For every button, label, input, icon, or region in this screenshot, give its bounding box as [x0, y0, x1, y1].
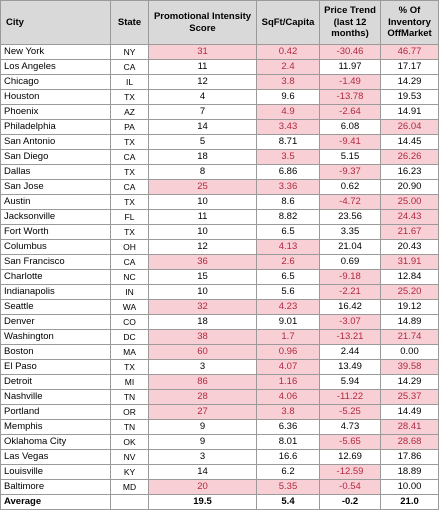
cell-state[interactable]: OR [111, 405, 149, 420]
cell-sqft[interactable]: 6.86 [257, 165, 320, 180]
cell-off[interactable]: 26.04 [381, 120, 439, 135]
cell-city[interactable]: Charlotte [1, 270, 111, 285]
cell-sqft[interactable]: 4.9 [257, 105, 320, 120]
table-row [1, 255, 439, 270]
table-row [1, 300, 439, 315]
cell-promo[interactable]: 12 [149, 240, 257, 255]
cell-state[interactable]: NV [111, 450, 149, 465]
cell-price[interactable]: 12.69 [320, 450, 381, 465]
cell-promo[interactable]: 7 [149, 105, 257, 120]
cell-off[interactable]: 20.90 [381, 180, 439, 195]
cell-sqft[interactable]: 8.01 [257, 435, 320, 450]
table-row [1, 450, 439, 465]
cell-off[interactable]: 26.26 [381, 150, 439, 165]
cell-city[interactable]: Phoenix [1, 105, 111, 120]
cell-price[interactable]: 5.15 [320, 150, 381, 165]
average-price[interactable]: -0.2 [320, 495, 381, 510]
cell-city[interactable]: Las Vegas [1, 450, 111, 465]
table-row [1, 360, 439, 375]
cell-sqft[interactable]: 4.07 [257, 360, 320, 375]
cell-price[interactable]: -5.65 [320, 435, 381, 450]
cell-city[interactable]: Columbus [1, 240, 111, 255]
cell-price[interactable]: 11.97 [320, 60, 381, 75]
table-row [1, 135, 439, 150]
cell-state[interactable]: FL [111, 210, 149, 225]
cell-state[interactable]: NC [111, 270, 149, 285]
cell-off[interactable]: 14.49 [381, 405, 439, 420]
cell-price[interactable]: -9.18 [320, 270, 381, 285]
cell-off[interactable]: 28.41 [381, 420, 439, 435]
cell-city[interactable]: Denver [1, 315, 111, 330]
table-row [1, 405, 439, 420]
cell-promo[interactable]: 20 [149, 480, 257, 495]
cell-state[interactable]: NY [111, 45, 149, 60]
cell-off[interactable]: 31.91 [381, 255, 439, 270]
header-row [1, 1, 439, 45]
cell-promo[interactable]: 4 [149, 90, 257, 105]
cell-state[interactable]: DC [111, 330, 149, 345]
cell-state[interactable]: IL [111, 75, 149, 90]
cell-off[interactable]: 46.77 [381, 45, 439, 60]
cell-promo[interactable]: 36 [149, 255, 257, 270]
cell-promo[interactable]: 60 [149, 345, 257, 360]
cell-city[interactable]: Jacksonville [1, 210, 111, 225]
cell-city[interactable]: San Antonio [1, 135, 111, 150]
average-state-cell[interactable] [111, 495, 149, 510]
cell-city[interactable]: Austin [1, 195, 111, 210]
cell-price[interactable]: -4.72 [320, 195, 381, 210]
cell-price[interactable]: -13.78 [320, 90, 381, 105]
cell-promo[interactable]: 3 [149, 360, 257, 375]
table-row [1, 75, 439, 90]
cell-off[interactable]: 25.00 [381, 195, 439, 210]
table-row [1, 435, 439, 450]
cell-promo[interactable]: 14 [149, 120, 257, 135]
table-row [1, 270, 439, 285]
cell-city[interactable]: El Paso [1, 360, 111, 375]
cell-sqft[interactable]: 4.06 [257, 390, 320, 405]
cell-sqft[interactable]: 1.7 [257, 330, 320, 345]
cell-promo[interactable]: 18 [149, 150, 257, 165]
cell-state[interactable]: TX [111, 225, 149, 240]
cell-city[interactable]: Boston [1, 345, 111, 360]
cell-state[interactable]: TX [111, 135, 149, 150]
cell-state[interactable]: MD [111, 480, 149, 495]
cell-sqft[interactable]: 2.4 [257, 60, 320, 75]
cell-city[interactable]: Philadelphia [1, 120, 111, 135]
table-row [1, 165, 439, 180]
cell-promo[interactable]: 15 [149, 270, 257, 285]
cell-sqft[interactable]: 8.82 [257, 210, 320, 225]
cell-city[interactable]: San Francisco [1, 255, 111, 270]
header-sqft-per-capita[interactable]: SqFt/Capita [257, 1, 320, 45]
average-label[interactable]: Average [1, 495, 111, 510]
cell-off[interactable]: 19.53 [381, 90, 439, 105]
cell-price[interactable]: -13.21 [320, 330, 381, 345]
cell-off[interactable]: 17.86 [381, 450, 439, 465]
cell-promo[interactable]: 9 [149, 435, 257, 450]
cell-state[interactable]: CA [111, 60, 149, 75]
cell-price[interactable]: -9.41 [320, 135, 381, 150]
cell-promo[interactable]: 11 [149, 60, 257, 75]
cell-price[interactable]: 5.94 [320, 375, 381, 390]
cell-state[interactable]: CA [111, 150, 149, 165]
cell-price[interactable]: 0.62 [320, 180, 381, 195]
table-row [1, 330, 439, 345]
table-row [1, 420, 439, 435]
cell-price[interactable]: -0.54 [320, 480, 381, 495]
cell-state[interactable]: IN [111, 285, 149, 300]
cell-state[interactable]: MI [111, 375, 149, 390]
cell-sqft[interactable]: 0.96 [257, 345, 320, 360]
cell-off[interactable]: 18.89 [381, 465, 439, 480]
cell-city[interactable]: Nashville [1, 390, 111, 405]
cell-state[interactable]: MA [111, 345, 149, 360]
table-row [1, 240, 439, 255]
table-row [1, 375, 439, 390]
cell-city[interactable]: New York [1, 45, 111, 60]
average-promo[interactable]: 19.5 [149, 495, 257, 510]
cell-promo[interactable]: 3 [149, 450, 257, 465]
cell-promo[interactable]: 18 [149, 315, 257, 330]
cell-sqft[interactable]: 9.6 [257, 90, 320, 105]
cell-off[interactable]: 14.45 [381, 135, 439, 150]
cell-sqft[interactable]: 3.36 [257, 180, 320, 195]
table-row [1, 45, 439, 60]
table-row [1, 225, 439, 240]
cell-city[interactable]: San Jose [1, 180, 111, 195]
cell-state[interactable]: CA [111, 255, 149, 270]
cell-price[interactable]: -9.37 [320, 165, 381, 180]
table-row [1, 480, 439, 495]
cell-off[interactable]: 12.84 [381, 270, 439, 285]
cell-sqft[interactable]: 3.8 [257, 75, 320, 90]
cell-sqft[interactable]: 6.5 [257, 270, 320, 285]
cell-price[interactable]: 23.56 [320, 210, 381, 225]
cell-state[interactable]: CO [111, 315, 149, 330]
cell-off[interactable]: 14.89 [381, 315, 439, 330]
cell-price[interactable]: -11.22 [320, 390, 381, 405]
cell-off[interactable]: 16.23 [381, 165, 439, 180]
cell-sqft[interactable]: 4.23 [257, 300, 320, 315]
cell-city[interactable]: Indianapolis [1, 285, 111, 300]
cell-city[interactable]: Seattle [1, 300, 111, 315]
table-row [1, 120, 439, 135]
cell-city[interactable]: Louisville [1, 465, 111, 480]
table-row [1, 285, 439, 300]
cell-state[interactable]: TX [111, 165, 149, 180]
cell-sqft[interactable]: 6.36 [257, 420, 320, 435]
cell-promo[interactable]: 27 [149, 405, 257, 420]
table-row [1, 150, 439, 165]
cell-sqft[interactable]: 0.42 [257, 45, 320, 60]
cell-sqft[interactable]: 5.35 [257, 480, 320, 495]
cell-off[interactable]: 25.20 [381, 285, 439, 300]
cell-state[interactable]: TN [111, 390, 149, 405]
cell-sqft[interactable]: 16.6 [257, 450, 320, 465]
cell-city[interactable]: Washington [1, 330, 111, 345]
cell-promo[interactable]: 32 [149, 300, 257, 315]
cell-off[interactable]: 20.43 [381, 240, 439, 255]
cell-sqft[interactable]: 6.5 [257, 225, 320, 240]
cell-sqft[interactable]: 3.8 [257, 405, 320, 420]
cell-off[interactable]: 14.29 [381, 375, 439, 390]
cell-city[interactable]: Chicago [1, 75, 111, 90]
cell-promo[interactable]: 11 [149, 210, 257, 225]
cell-city[interactable]: Los Angeles [1, 60, 111, 75]
cell-price[interactable]: -2.64 [320, 105, 381, 120]
cell-city[interactable]: San Diego [1, 150, 111, 165]
cell-city[interactable]: Portland [1, 405, 111, 420]
cell-off[interactable]: 21.67 [381, 225, 439, 240]
cell-price[interactable]: -1.49 [320, 75, 381, 90]
cell-state[interactable]: TX [111, 360, 149, 375]
table-row [1, 90, 439, 105]
cell-state[interactable]: TN [111, 420, 149, 435]
cell-city[interactable]: Detroit [1, 375, 111, 390]
table-row [1, 195, 439, 210]
cell-off[interactable]: 28.68 [381, 435, 439, 450]
cell-city[interactable]: Oklahoma City [1, 435, 111, 450]
header-promotional-intensity[interactable]: Promotional Intensity Score [149, 1, 257, 45]
table-row [1, 345, 439, 360]
cell-price[interactable]: -2.21 [320, 285, 381, 300]
cell-state[interactable]: OK [111, 435, 149, 450]
cell-state[interactable]: AZ [111, 105, 149, 120]
cell-price[interactable]: 6.08 [320, 120, 381, 135]
cell-state[interactable]: PA [111, 120, 149, 135]
table-row [1, 105, 439, 120]
cell-sqft[interactable]: 3.43 [257, 120, 320, 135]
cell-price[interactable]: -5.25 [320, 405, 381, 420]
average-row [1, 495, 439, 510]
cell-city[interactable]: Dallas [1, 165, 111, 180]
cell-promo[interactable]: 31 [149, 45, 257, 60]
cell-off[interactable]: 14.29 [381, 75, 439, 90]
cell-price[interactable]: 21.04 [320, 240, 381, 255]
cell-price[interactable]: 4.73 [320, 420, 381, 435]
cell-sqft[interactable]: 6.2 [257, 465, 320, 480]
table-row [1, 180, 439, 195]
cell-promo[interactable]: 86 [149, 375, 257, 390]
cell-city[interactable]: Fort Worth [1, 225, 111, 240]
cell-promo[interactable]: 9 [149, 420, 257, 435]
cell-state[interactable]: TX [111, 195, 149, 210]
cell-price[interactable]: -3.07 [320, 315, 381, 330]
cell-off[interactable]: 39.58 [381, 360, 439, 375]
cell-sqft[interactable]: 4.13 [257, 240, 320, 255]
cell-promo[interactable]: 38 [149, 330, 257, 345]
cell-promo[interactable]: 14 [149, 465, 257, 480]
table-row [1, 210, 439, 225]
table-row [1, 390, 439, 405]
header-city[interactable]: City [1, 1, 111, 45]
cell-sqft[interactable]: 5.6 [257, 285, 320, 300]
cell-promo[interactable]: 8 [149, 165, 257, 180]
cell-state[interactable]: KY [111, 465, 149, 480]
cell-state[interactable]: TX [111, 90, 149, 105]
header-price-trend[interactable]: Price Trend (last 12 months) [320, 1, 381, 45]
cell-off[interactable]: 0.00 [381, 345, 439, 360]
cell-off[interactable]: 14.91 [381, 105, 439, 120]
cell-price[interactable]: -12.59 [320, 465, 381, 480]
cell-sqft[interactable]: 8.6 [257, 195, 320, 210]
cell-off[interactable]: 17.17 [381, 60, 439, 75]
cell-price[interactable]: 2.44 [320, 345, 381, 360]
cell-city[interactable]: Baltimore [1, 480, 111, 495]
cell-price[interactable]: 13.49 [320, 360, 381, 375]
cell-off[interactable]: 24.43 [381, 210, 439, 225]
cell-sqft[interactable]: 1.16 [257, 375, 320, 390]
cell-off[interactable]: 10.00 [381, 480, 439, 495]
cell-state[interactable]: CA [111, 180, 149, 195]
cell-state[interactable]: OH [111, 240, 149, 255]
cell-promo[interactable]: 12 [149, 75, 257, 90]
cell-price[interactable]: 16.42 [320, 300, 381, 315]
cell-sqft[interactable]: 2.6 [257, 255, 320, 270]
cell-promo[interactable]: 10 [149, 285, 257, 300]
cell-sqft[interactable]: 3.5 [257, 150, 320, 165]
table-row [1, 465, 439, 480]
cell-price[interactable]: 3.35 [320, 225, 381, 240]
cell-promo[interactable]: 10 [149, 195, 257, 210]
cell-price[interactable]: -30.46 [320, 45, 381, 60]
cell-promo[interactable]: 10 [149, 225, 257, 240]
cell-sqft[interactable]: 8.71 [257, 135, 320, 150]
cell-off[interactable]: 21.74 [381, 330, 439, 345]
cell-off[interactable]: 25.37 [381, 390, 439, 405]
header-state[interactable]: State [111, 1, 149, 45]
header-inventory-offmarket[interactable]: % Of Inventory OffMarket [381, 1, 439, 45]
cell-state[interactable]: WA [111, 300, 149, 315]
average-offmarket[interactable]: 21.0 [381, 495, 439, 510]
cell-promo[interactable]: 28 [149, 390, 257, 405]
cell-city[interactable]: Houston [1, 90, 111, 105]
cell-promo[interactable]: 5 [149, 135, 257, 150]
cell-off[interactable]: 19.12 [381, 300, 439, 315]
cell-price[interactable]: 0.69 [320, 255, 381, 270]
average-sqft[interactable]: 5.4 [257, 495, 320, 510]
cell-promo[interactable]: 25 [149, 180, 257, 195]
cell-sqft[interactable]: 9.01 [257, 315, 320, 330]
cell-city[interactable]: Memphis [1, 420, 111, 435]
table-row [1, 315, 439, 330]
table-row [1, 60, 439, 75]
